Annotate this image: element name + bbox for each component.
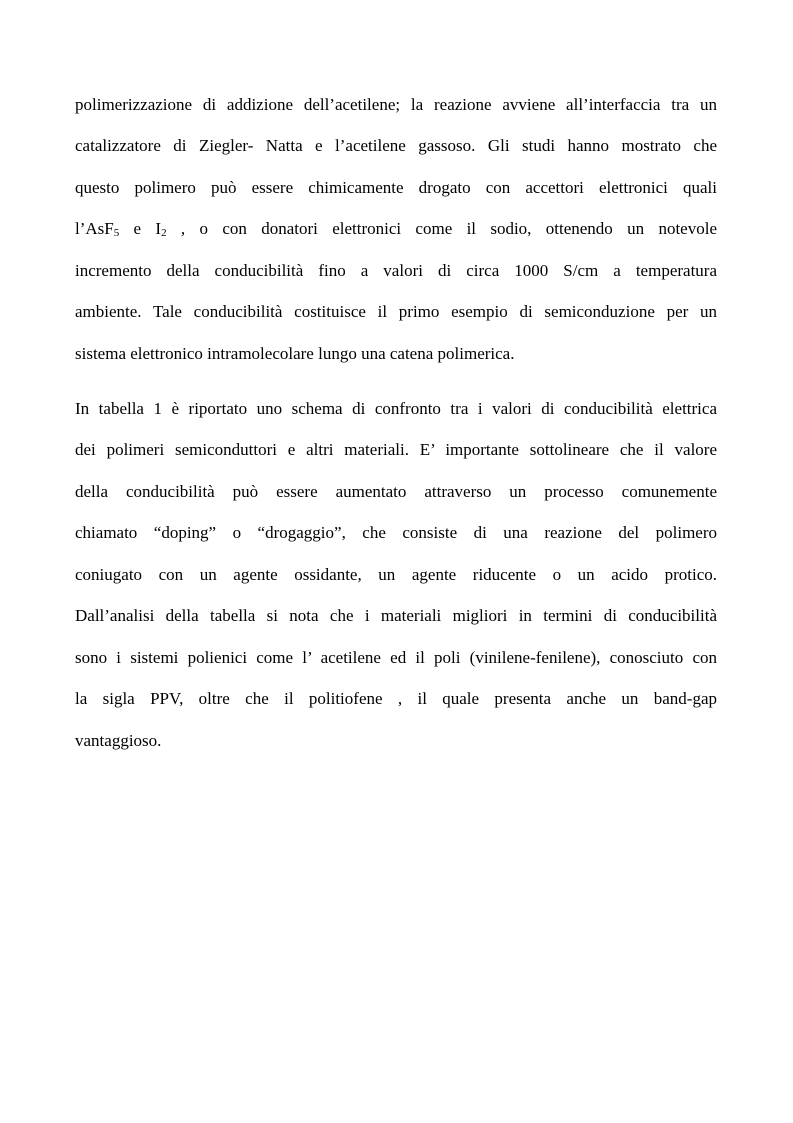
text-line: Dall’analisi della tabella si nota che i materiali migliori in termini di conducibilità (75, 606, 717, 625)
text-line: dei polimeri semiconduttori e altri materiali. E’ importante sottolineare che il valore (75, 440, 717, 459)
text-line: coniugato con un agente ossidante, un agente riducente o un acido protico. (75, 565, 717, 584)
text-line: catalizzatore di Ziegler- Natta e l’acetilene gassoso. Gli studi hanno mostrato che (75, 136, 717, 155)
text-line: chiamato “doping” o “drogaggio”, che consiste di una reazione del polimero (75, 523, 717, 542)
subscript: 5 (113, 227, 120, 239)
text-line: In tabella 1 è riportato uno schema di confronto tra i valori di conducibilità elettrica (75, 399, 717, 418)
text-fragment: l’AsF (75, 219, 114, 238)
text-fragment: e I (119, 219, 162, 238)
text-line: polimerizzazione di addizione dell’acetilene; la reazione avviene all’interfaccia tra un (75, 95, 717, 114)
text-line: questo polimero può essere chimicamente drogato con accettori elettronici quali (75, 178, 717, 197)
text-line: la sigla PPV, oltre che il politiofene , il quale presenta anche un band-gap (75, 689, 717, 708)
text-line: incremento della conducibilità fino a valori di circa 1000 S/cm a temperatura (75, 261, 717, 280)
text-line: vantaggioso. (75, 731, 162, 750)
text-line: sistema elettronico intramolecolare lungo una catena polimerica. (75, 344, 515, 363)
text-line: ambiente. Tale conducibilità costituisce il primo esempio di semiconduzione per un (75, 302, 717, 321)
text-line: sono i sistemi polienici come l’ acetilene ed il poli (vinilene-fenilene), conosciuto con (75, 648, 717, 667)
text-line: della conducibilità può essere aumentato attraverso un processo comunemente (75, 482, 717, 501)
text-line-with-subscripts (75, 218, 717, 240)
subscript: 2 (161, 227, 167, 239)
text-fragment: , o con donatori elettronici come il sodio, ottenendo un notevole (166, 219, 717, 238)
